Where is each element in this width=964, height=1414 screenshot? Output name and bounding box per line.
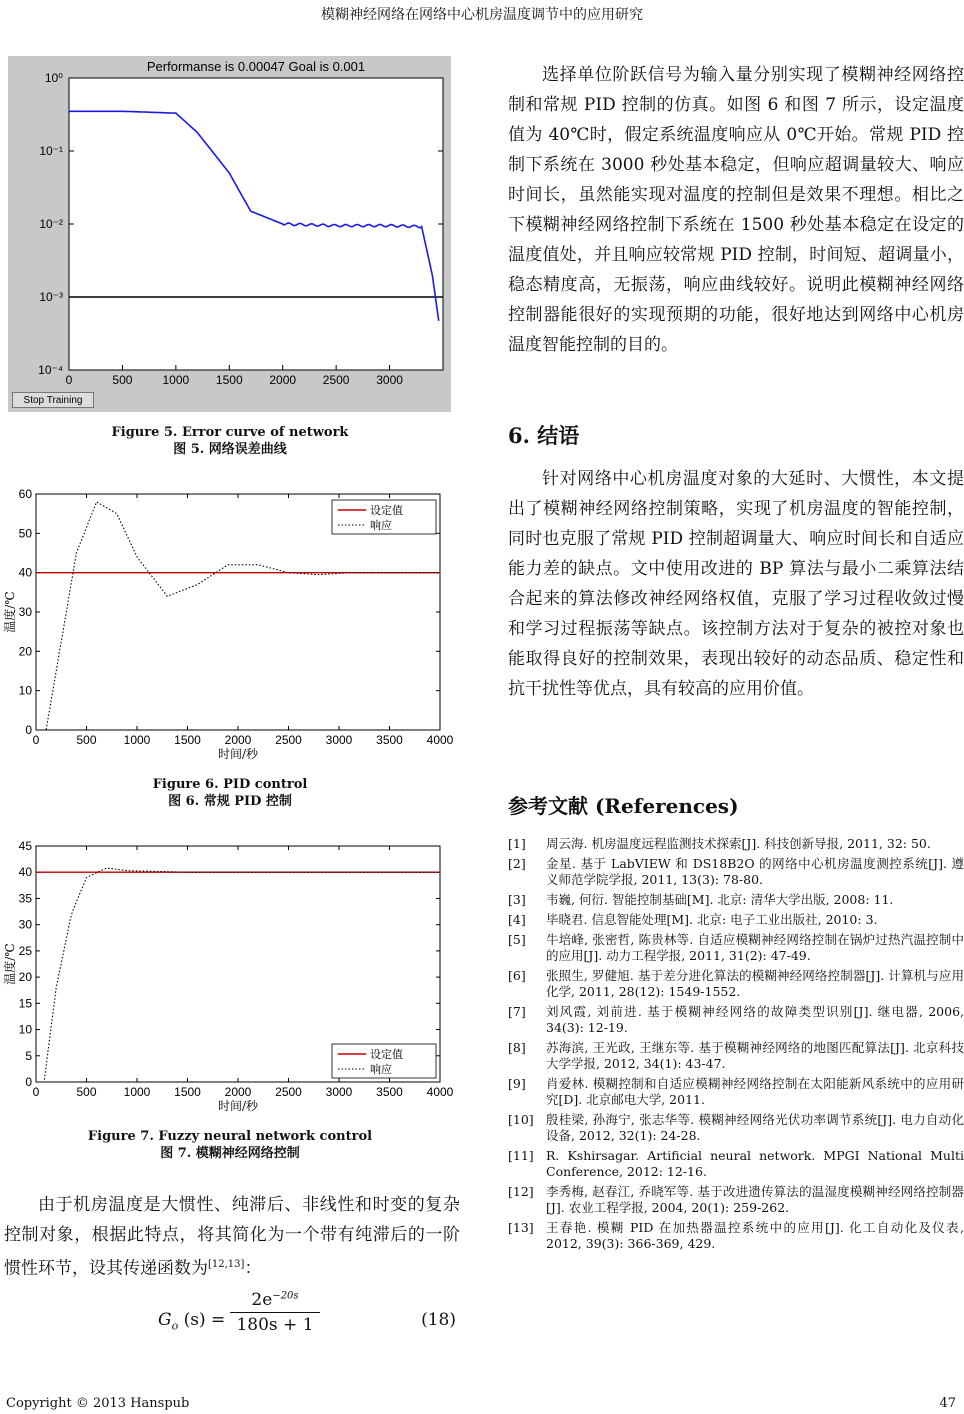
eq-number: (18): [421, 1310, 456, 1330]
reference-item: [7] 刘风霞, 刘前进. 基于模糊神经网络的故障类型识别[J]. 继电器, 2006, 34(3): 12-19.: [508, 1004, 964, 1035]
fig7-xtick-label: 3500: [376, 1085, 403, 1099]
fig6-ytick-label: 10: [18, 683, 32, 698]
reference-item: [5] 牛培峰, 张密哲, 陈贵林等. 自适应模糊神经网络控制在锅炉过热汽温控制中的应用[J]. 动力工程学报, 2011, 31(2): 47-49.: [508, 932, 964, 963]
fig7-ytick-label: 5: [25, 1048, 32, 1063]
fig7-xtick-label: 2500: [275, 1085, 302, 1099]
left-paragraph-text: 由于机房温度是大惯性、纯滞后、非线性和时变的复杂控制对象，根据此特点，将其简化为一个带有纯滞后的一阶惯性环节，设其传递函数为: [4, 1195, 460, 1279]
running-header: 模糊神经网络在网络中心机房温度调节中的应用研究: [321, 7, 643, 23]
reference-item: [11] R. Kshirsagar. Artificial neural network. MPGI National Multi Conference, 2012: 12-16.: [508, 1148, 964, 1179]
footer-copyright: Copyright © 2013 Hanspub: [6, 1396, 190, 1411]
reference-item: [12] 李秀梅, 赵春江, 乔晓军等. 基于改进遗传算法的温湿度模糊神经网络控制器[J]. 农业工程学报, 2004, 20(1): 259-262.: [508, 1184, 964, 1215]
right-paragraph-2: [508, 464, 964, 704]
fig6-ytick-label: 60: [18, 487, 32, 501]
figure-6-caption-cn: 图 6. 常规 PID 控制: [168, 794, 292, 809]
right-paragraph-1-text: 选择单位阶跃信号为输入量分别实现了模糊神经网络控制和常规 PID 控制的仿真。如图 6 和图 7 所示，设定温度值为 40℃时，假定系统温度响应从 0℃开始。常规 PID 控制下系统在 3000 秒处基本稳定，但响应超调量较大、响应时间长，虽然能实现对温度的控制但是效果不理想。相比之下模糊神经网络控制下系统在 1500 秒处基本稳定在设定的温度值处，并且响应较常规 PID 控制，时间短、超调量小，稳态精度高，无振荡，响应曲线较好。说明此模糊神经网络控制器能很好的实现预期的功能，很好地达到网络中心机房温度智能控制的目的。: [508, 65, 964, 355]
eq-lhs-arg: (s) =: [183, 1310, 226, 1330]
reference-item: [1] 周云海. 机房温度远程监测技术探索[J]. 科技创新导报, 2011, 32: 50.: [508, 836, 931, 851]
fig7-ytick-label: 30: [18, 917, 32, 932]
eq-numerator: 2e: [251, 1290, 273, 1310]
left-paragraph: [4, 1190, 460, 1284]
fig6-xtick-label: 1500: [174, 733, 201, 747]
figure-6-chart: [0, 484, 462, 770]
fig7-xtick-label: 1000: [123, 1085, 151, 1099]
figure-6-svg: [0, 484, 462, 770]
right-paragraph-2-text: 针对网络中心机房温度对象的大延时、大惯性，本文提出了模糊神经网络控制策略，实现了机房温度的智能控制，同时也克服了常规 PID 控制超调量大、响应时间长和自适应能力差的缺点。文中使用改进的 BP 算法与最小二乘算法结合起来的算法修改神经网络权值，克服了学习过程收敛过慢和学习过程振荡等缺点。该控制方法对于复杂的被控对象也能取得良好的控制效果，表现出较好的动态品质、稳定性和抗干扰性等优点，具有较高的应用价值。: [508, 469, 964, 699]
fig5-ytick-label: 10⁰: [44, 71, 63, 85]
fig5-title: Performanse is 0.00047 Goal is 0.001: [146, 59, 366, 74]
fig7-xtick-label: 2000: [224, 1085, 252, 1099]
fig6-xtick-label: 500: [76, 733, 97, 747]
fig5-ytick-label: 10⁻⁴: [38, 363, 63, 377]
fig5-ytick-label: 10⁻¹: [39, 144, 63, 158]
figure-7-chart: [0, 836, 462, 1122]
figure-7-caption-cn: 图 7. 模糊神经网络控制: [160, 1146, 300, 1161]
fig7-ytick-label: 35: [18, 891, 32, 906]
reference-item: [9] 肖爱林. 模糊控制和自适应模糊神经网络控制在太阳能新风系统中的应用研究[D]. 北京邮电大学, 2011.: [508, 1076, 964, 1107]
fig7-xlabel: 时间/秒: [217, 1099, 259, 1113]
fig7-ytick-label: 20: [18, 970, 32, 985]
fig7-legend-response: 响应: [370, 1063, 392, 1076]
reference-item: [6] 张照生, 罗健旭. 基于差分进化算法的模糊神经网络控制器[J]. 计算机与应用化学, 2011, 28(12): 1549-1552.: [508, 968, 964, 999]
fig6-ylabel: 温度/℃: [3, 591, 17, 633]
footer-page-number: 47: [939, 1396, 956, 1411]
figure-5-caption-en: Figure 5. Error curve of network: [111, 425, 349, 440]
fig6-legend-response: 响应: [370, 519, 392, 532]
figure-7-caption: [0, 1128, 460, 1162]
fig7-xtick-label: 1500: [174, 1085, 201, 1099]
reference-item: [4] 毕晓君. 信息智能处理[M]. 北京: 电子工业出版社, 2010: 3.: [508, 912, 878, 927]
reference-item: [10] 殷桂梁, 孙海宁, 张志华等. 模糊神经网络光伏功率调节系统[J]. 电力自动化设备, 2012, 32(1): 24-28.: [508, 1112, 964, 1143]
figure-5-caption: [0, 424, 460, 458]
fig5-xtick-label: 1000: [162, 373, 190, 387]
fig5-ytick-label: 10⁻²: [39, 217, 63, 231]
fig5-xtick-label: 2000: [269, 373, 297, 387]
fig6-xtick-label: 0: [32, 733, 40, 747]
fig7-ytick-label: 0: [25, 1075, 32, 1089]
fig6-xtick-label: 1000: [123, 733, 151, 747]
figure-5-caption-cn: 图 5. 网络误差曲线: [173, 442, 287, 457]
fig5-xtick-label: 1500: [215, 373, 243, 387]
fig7-ytick-label: 40: [18, 865, 32, 880]
fig6-ytick-label: 20: [18, 644, 32, 659]
stop-training-button[interactable]: Stop Training: [12, 392, 94, 408]
figure-6-caption: [0, 776, 460, 810]
fig7-xtick-label: 3000: [325, 1085, 353, 1099]
fig5-xtick-label: 3000: [376, 373, 403, 387]
fig7-xtick-label: 0: [32, 1085, 40, 1099]
section-6-heading: 6. 结语: [508, 423, 580, 448]
fig6-xtick-label: 2500: [275, 733, 302, 747]
fig7-legend-setpoint: 设定值: [370, 1048, 403, 1061]
fig7-ytick-label: 45: [18, 839, 32, 853]
references-heading: 参考文献 (References): [508, 794, 739, 818]
figure-5-svg: [8, 56, 451, 412]
reference-item: [13] 王春艳. 模糊 PID 在加热器温控系统中的应用[J]. 化工自动化及仪表, 2012, 39(3): 366-369, 429.: [508, 1220, 964, 1251]
fig5-plot-area: [69, 78, 443, 370]
fig6-xtick-label: 2000: [224, 733, 252, 747]
fig7-xtick-label: 4000: [426, 1085, 454, 1099]
eq-lhs: G: [158, 1310, 172, 1330]
eq-denominator: 180s + 1: [236, 1315, 314, 1335]
right-paragraph-1: [508, 60, 964, 360]
eq-exponent: −20s: [272, 1290, 299, 1302]
reference-item: [2] 金星. 基于 LabVIEW 和 DS18B2O 的网络中心机房温度测控系统[J]. 遵义师范学院学报, 2011, 13(3): 78-80.: [508, 856, 964, 887]
fig5-xtick-label: 500: [112, 373, 133, 387]
left-paragraph-colon: ：: [244, 1258, 262, 1279]
fig5-xtick-label: 0: [65, 373, 73, 387]
figure-7-svg: [0, 836, 462, 1122]
fig6-ytick-label: 0: [25, 723, 32, 737]
figure-7-caption-en: Figure 7. Fuzzy neural network control: [87, 1129, 373, 1144]
fig6-ytick-label: 50: [18, 526, 32, 541]
fig6-legend-setpoint: 设定值: [370, 504, 403, 517]
references-list: [508, 836, 964, 1256]
citation-12-13: [12,13]: [208, 1259, 245, 1270]
equation-18: [150, 1290, 460, 1360]
fig6-xlabel: 时间/秒: [217, 747, 259, 761]
fig6-ytick-label: 30: [18, 605, 32, 619]
figure-6-caption-en: Figure 6. PID control: [152, 777, 308, 792]
fig7-ytick-label: 15: [18, 996, 32, 1011]
fig6-ytick-label: 40: [18, 565, 32, 580]
fig6-xtick-label: 4000: [426, 733, 454, 747]
fig6-xtick-label: 3000: [325, 733, 353, 747]
reference-item: [8] 苏海滨, 王光政, 王继东等. 基于模糊神经网络的地图匹配算法[J]. 北京科技大学学报, 2012, 34(1): 43-47.: [508, 1040, 964, 1071]
fig7-xtick-label: 500: [76, 1085, 97, 1099]
fig5-ytick-label: 10⁻³: [39, 290, 63, 304]
eq-lhs-sub: o: [171, 1319, 179, 1333]
fig7-ylabel: 温度/℃: [3, 943, 17, 985]
reference-item: [3] 韦巍, 何衍. 智能控制基础[M]. 北京: 清华大学出版, 2008: 11.: [508, 892, 894, 907]
fig6-xtick-label: 3500: [376, 733, 403, 747]
fig5-xtick-label: 2500: [322, 373, 350, 387]
fig7-ytick-label: 10: [18, 1022, 32, 1037]
fig7-ytick-label: 25: [18, 943, 32, 958]
figure-5-error-curve: [8, 56, 451, 412]
